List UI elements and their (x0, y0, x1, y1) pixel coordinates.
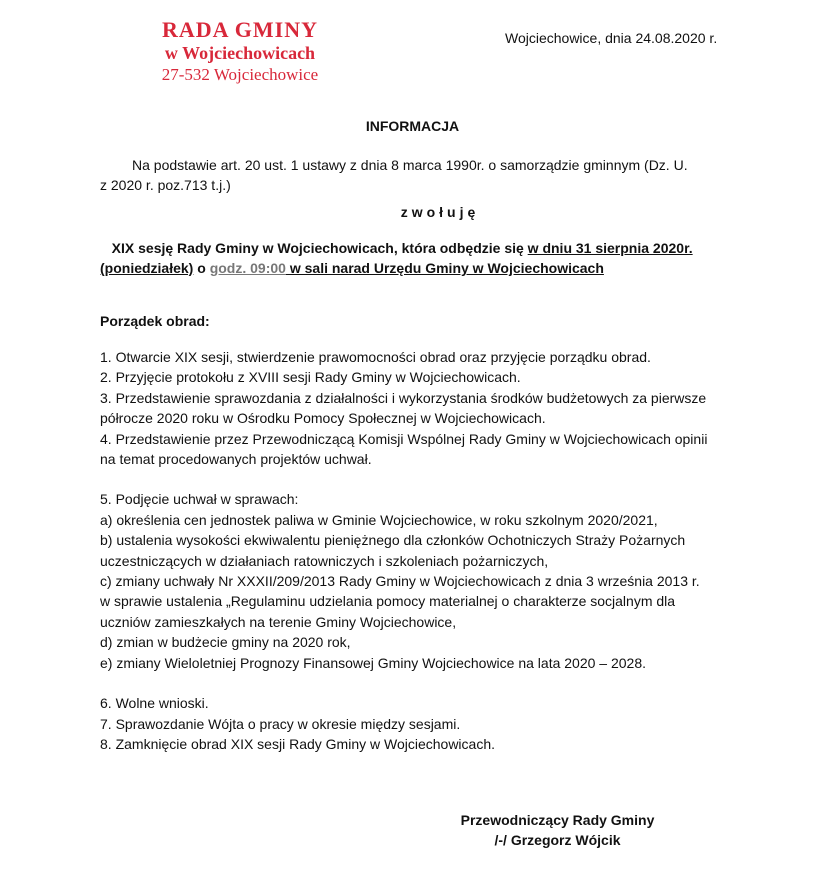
session-place: w sali narad Urzędu Gminy w Wojciechowicach (285, 260, 604, 276)
stamp-line-3: 27-532 Wojciechowice (161, 65, 319, 84)
agenda-heading: Porządek obrad: (100, 313, 210, 329)
legal-basis-line-2: z 2020 r. poz.713 t.j.) (100, 177, 231, 193)
document-title: INFORMACJA (365, 118, 460, 134)
stamp-line-2: w Wojciechowicach (164, 43, 316, 63)
agenda-item: 6. Wolne wnioski. (100, 695, 209, 712)
agenda-item: 1. Otwarcie XIX sesji, stwierdzenie prawomocności obrad oraz przyjęcie porządku obrad. (100, 349, 651, 365)
agenda-subitem: b) ustalenia wysokości ekwiwalentu pieniężnego dla członków Ochotniczych Straży Pożarnych (100, 532, 686, 549)
agenda-subitem-continuation: w sprawie ustalenia „Regulaminu udzielania pomocy materialnej o charakterze socjalnym dla (100, 593, 676, 610)
agenda-list (100, 347, 770, 754)
agenda-item-continuation: półrocze 2020 roku w Ośrodku Pomocy Społecznej w Wojciechowicach. (100, 410, 546, 427)
session-date: w dniu 31 sierpnia 2020r. (527, 240, 693, 256)
session-line-1: XIX sesję Rady Gminy w Wojciechowicach, która odbędzie się w dniu 31 sierpnia 2020r. (111, 240, 693, 256)
session-announcement (100, 238, 780, 278)
agenda-subitem-continuation: uczniów zamieszkałych na terenie Gminy Wojciechowice, (100, 613, 457, 630)
agenda-item-continuation: na temat procedowanych projektów uchwał. (100, 451, 372, 468)
agenda-item: 5. Podjęcie uchwał w sprawach: (100, 491, 299, 508)
agenda-item: 8. Zamknięcie obrad XIX sesji Rady Gminy w Wojciechowicach. (100, 735, 496, 752)
agenda-item: 3. Przedstawienie sprawozdania z działalności i wykorzystania środków budżetowych za pierwsze (100, 389, 707, 406)
agenda-item: 4. Przedstawienie przez Przewodniczącą Komisji Wspólnej Rady Gminy w Wojciechowicach opinii (100, 430, 708, 447)
session-hour: godz. 09:00 (209, 260, 286, 276)
council-stamp (140, 18, 340, 86)
agenda-item: 7. Sprawozdanie Wójta o pracy w okresie między sesjami. (100, 715, 461, 732)
agenda-subitem: e) zmiany Wieloletniej Prognozy Finansowej Gminy Wojciechowice na lata 2020 – 2028. (100, 654, 647, 671)
session-weekday: (poniedziałek) (100, 260, 194, 276)
agenda-subitem-continuation: uczestniczących w działaniach ratowniczych i szkoleniach pożarniczych, (100, 552, 549, 569)
convene-heading: zwołuję (400, 204, 480, 220)
signature-name: /-/ Grzegorz Wójcik (494, 832, 621, 848)
agenda-subitem: a) określenia cen jednostek paliwa w Gminie Wojciechowice, w roku szkolnym 2020/2021, (100, 511, 658, 528)
legal-basis-paragraph (100, 155, 740, 195)
stamp-line-1: RADA GMINY (161, 17, 319, 42)
session-line-2: (poniedziałek) o godz. 09:00 w sali narad Urzędu Gminy w Wojciechowicach (100, 260, 604, 276)
agenda-subitem: d) zmian w budżecie gminy na 2020 rok, (100, 634, 351, 651)
signature-block (450, 810, 665, 850)
legal-basis-line-1: Na podstawie art. 20 ust. 1 ustawy z dnia 8 marca 1990r. o samorządzie gminnym (Dz. U. (132, 157, 688, 173)
agenda-subitem: c) zmiany uchwały Nr XXXII/209/2013 Rady Gminy w Wojciechowicach z dnia 3 września 2013 r. (100, 573, 700, 590)
agenda-item: 2. Przyjęcie protokołu z XVIII sesji Rady Gminy w Wojciechowicach. (100, 369, 521, 386)
place-and-date: Wojciechowice, dnia 24.08.2020 r. (505, 30, 718, 46)
signature-role: Przewodniczący Rady Gminy (460, 812, 655, 828)
